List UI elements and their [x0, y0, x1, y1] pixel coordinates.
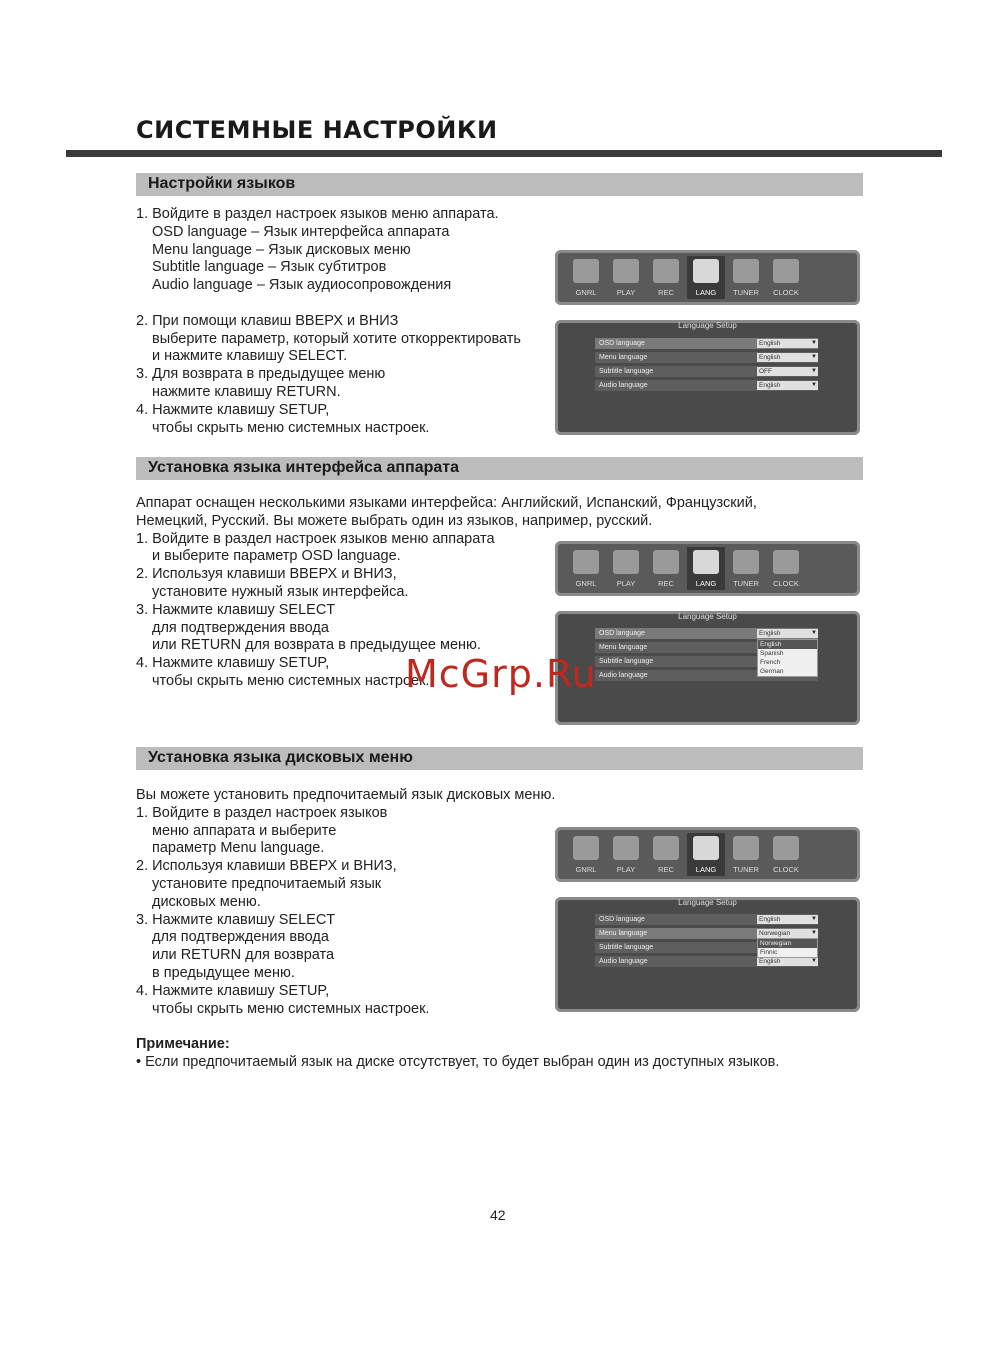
camera-icon: [613, 550, 639, 574]
speaker-icon: [693, 550, 719, 574]
dropdown-option: French: [760, 659, 781, 666]
dropdown-option: English: [758, 640, 817, 649]
text-line: 4. Нажмите клавишу SETUP,: [136, 982, 330, 999]
tab-gnrl: GNRL: [567, 833, 605, 876]
text-line: OSD language – Язык интерфейса аппарата: [152, 223, 450, 240]
text-line: и выберите параметр OSD language.: [152, 548, 401, 565]
clock-icon: [773, 836, 799, 860]
section-1-text: [136, 206, 521, 437]
tab-rec: REC: [647, 833, 685, 876]
row-menu-language: Menu language: [595, 642, 818, 653]
section-heading-text: Установка языка дисковых меню: [148, 749, 413, 766]
language-setup-panel: [555, 897, 860, 1012]
menu-language-dropdown: [757, 938, 818, 958]
tab-play: PLAY: [607, 547, 645, 590]
section-heading-text: Установка языка интерфейса аппарата: [148, 459, 460, 476]
recorder-icon: [653, 259, 679, 283]
setup-title: Language Setup: [678, 898, 737, 907]
text-line: Вы можете установить предпочитаемый язык дисковых меню.: [136, 787, 556, 803]
osd-tab-bar: [555, 541, 860, 596]
osd-tab-bar: [555, 250, 860, 305]
tab-tuner: TUNER: [727, 256, 765, 299]
tab-play: PLAY: [607, 256, 645, 299]
row-osd-language: OSD language English ▼: [595, 338, 818, 349]
text-line: меню аппарата и выберите: [152, 822, 337, 839]
tv-icon: [573, 259, 599, 283]
tab-lang: LANG: [687, 256, 725, 299]
text-line: чтобы скрыть меню системных настроек.: [152, 419, 430, 436]
text-line: 2. Используя клавиши ВВЕРХ и ВНИЗ,: [136, 858, 397, 875]
row-osd-language: OSD language English ▼: [595, 914, 818, 925]
row-subtitle-language: Subtitle language: [595, 656, 818, 667]
text-line: Немецкий, Русский. Вы можете выбрать один из языков, например, русский.: [136, 512, 653, 529]
row-menu-language: Menu language Norwegian ▼: [595, 928, 818, 939]
text-line: 3. Для возврата в предыдущее меню: [136, 366, 386, 383]
recorder-icon: [653, 836, 679, 860]
section-heading-1: [136, 173, 863, 196]
text-line: чтобы скрыть меню системных настроек.: [152, 1000, 430, 1017]
section-heading-text: Настройки языков: [148, 175, 296, 192]
row-subtitle-language: Subtitle language OFF ▼: [595, 366, 818, 377]
row-audio-language: Audio language English ▼: [595, 956, 818, 967]
text-line: параметр Menu language.: [152, 840, 325, 857]
tab-clock: CLOCK: [767, 833, 805, 876]
dropdown-option: Spanish: [760, 650, 784, 657]
camera-icon: [613, 259, 639, 283]
dropdown-option: Norwegian: [758, 939, 817, 948]
antenna-icon: [733, 259, 759, 283]
text-line: выберите параметр, который хотите откорректировать: [152, 330, 521, 347]
text-line: и нажмите клавишу SELECT.: [152, 348, 348, 365]
dropdown-option: German: [760, 668, 784, 675]
text-line: или RETURN для возврата в предыдущее меню.: [152, 637, 481, 654]
row-audio-language: Audio language: [595, 670, 818, 681]
text-line: [136, 295, 521, 313]
clock-icon: [773, 550, 799, 574]
text-line: для подтверждения ввода: [152, 619, 329, 636]
tab-gnrl: GNRL: [567, 547, 605, 590]
text-line: Menu language – Язык дисковых меню: [152, 241, 411, 258]
tab-clock: CLOCK: [767, 547, 805, 590]
text-line: Аппарат оснащен несколькими языками интерфейса: Английский, Испанский, Французский,: [136, 495, 757, 511]
text-line: 4. Нажмите клавишу SETUP,: [136, 401, 330, 418]
text-line: нажмите клавишу RETURN.: [152, 383, 341, 400]
row-audio-language: Audio language English ▼: [595, 380, 818, 391]
section-heading-2: [136, 457, 863, 480]
text-line: 2. При помощи клавиш ВВЕРХ и ВНИЗ: [136, 312, 399, 329]
tv-icon: [573, 550, 599, 574]
text-line: 2. Используя клавиши ВВЕРХ и ВНИЗ,: [136, 566, 397, 583]
tv-icon: [573, 836, 599, 860]
dropdown-option: Finnic: [760, 949, 778, 956]
text-line: Subtitle language – Язык субтитров: [152, 259, 387, 276]
setup-title: Language Setup: [678, 612, 737, 621]
language-setup-panel: [555, 320, 860, 435]
text-line: 1. Войдите в раздел настроек языков меню аппарата.: [136, 206, 499, 222]
row-osd-language: OSD language English ▼: [595, 628, 818, 639]
text-line: чтобы скрыть меню системных настроек.: [152, 672, 430, 689]
page-number: 42: [490, 1207, 506, 1223]
title-rule: [66, 150, 942, 157]
watermark: McGrp.Ru: [405, 652, 597, 696]
antenna-icon: [733, 836, 759, 860]
text-line: 1. Войдите в раздел настроек языков меню аппарата: [136, 530, 495, 547]
tab-lang: LANG: [687, 833, 725, 876]
page-title: СИСТЕМНЫЕ НАСТРОЙКИ: [136, 116, 498, 144]
text-line: 4. Нажмите клавишу SETUP,: [136, 655, 330, 672]
tab-gnrl: GNRL: [567, 256, 605, 299]
text-line: 3. Нажмите клавишу SELECT: [136, 911, 336, 928]
tab-tuner: TUNER: [727, 833, 765, 876]
tab-tuner: TUNER: [727, 547, 765, 590]
section-3-text: [136, 787, 555, 1018]
tab-clock: CLOCK: [767, 256, 805, 299]
antenna-icon: [733, 550, 759, 574]
tab-play: PLAY: [607, 833, 645, 876]
speaker-icon: [693, 259, 719, 283]
text-line: или RETURN для возврата: [152, 947, 335, 964]
camera-icon: [613, 836, 639, 860]
note-title: Примечание:: [136, 1036, 230, 1052]
text-line: установите нужный язык интерфейса.: [152, 583, 409, 600]
tab-lang: LANG: [687, 547, 725, 590]
text-line: Audio language – Язык аудиосопровождения: [152, 277, 452, 294]
text-line: в предыдущее меню.: [152, 964, 295, 981]
row-subtitle-language: Subtitle language: [595, 942, 818, 953]
tab-rec: REC: [647, 256, 685, 299]
osd-language-dropdown: [757, 639, 818, 677]
clock-icon: [773, 259, 799, 283]
text-line: 3. Нажмите клавишу SELECT: [136, 601, 336, 618]
section-heading-3: [136, 747, 863, 770]
setup-title: Language Setup: [678, 321, 737, 330]
text-line: 1. Войдите в раздел настроек языков: [136, 804, 388, 821]
note-text: • Если предпочитаемый язык на диске отсутствует, то будет выбран один из доступных языков.: [136, 1054, 780, 1070]
tab-rec: REC: [647, 547, 685, 590]
text-line: установите предпочитаемый язык: [152, 875, 382, 892]
recorder-icon: [653, 550, 679, 574]
language-setup-panel: [555, 611, 860, 725]
text-line: для подтверждения ввода: [152, 929, 329, 946]
text-line: дисковых меню.: [152, 893, 261, 910]
row-menu-language: Menu language English ▼: [595, 352, 818, 363]
speaker-icon: [693, 836, 719, 860]
osd-tab-bar: [555, 827, 860, 882]
